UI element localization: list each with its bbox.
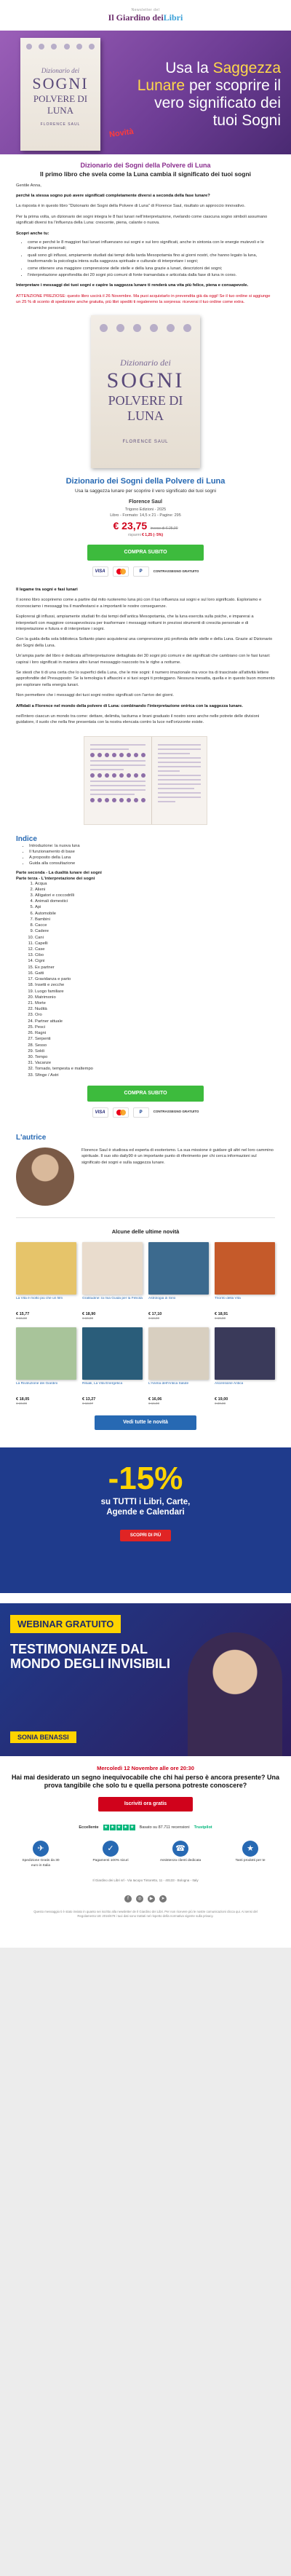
webinar-title: TESTIMONIANZE DAL MONDO DEGLI INVISIBILI [10,1641,171,1671]
mastercard-icon [113,1107,129,1118]
moon-phases-icon [100,324,191,332]
list-item: 23. Oro [35,1012,275,1018]
book-author: FLORENCE SAUL [122,440,169,445]
product-name[interactable]: Astrologia di Sirio [148,1296,176,1300]
product-price: € 18,05 [16,1396,30,1402]
list-item: 18. Insetti e zecche [35,982,275,988]
stars-icon: ★ ★ ★ ★ ★ [103,1825,135,1830]
product-meta [16,507,275,519]
divider [16,1217,275,1218]
list-item: 1. Acqua [35,881,275,887]
product-card[interactable] [16,1327,76,1405]
feature-payments [88,1841,133,1868]
list-item: 10. Cani [35,935,275,941]
body-p7: Non permettere che i messaggi dei tuoi sogni restino significati con l'arrivo dei giorni. [16,693,174,698]
webinar-banner[interactable] [0,1603,291,1756]
list-item: • A proposito della Luna [29,855,275,861]
footer-legal: Questo messaggio ti è stato inviato in quanto sei iscritto alla newsletter de Il Giardino dei Libri. Per non ricevere più le nostre comunicazioni clicca qui. Ai sensi del Regolamento UE 2016/679 i tuoi dati sono trattati nel rispetto della normativa vigente sulla privacy. [33,1909,258,1918]
body-p2: Il sonno libro scopriremo come a partire dal mito ruoteremo luna più con il tuo influenza sui sogni e sul loro significato. Esploriamo e riconosciamo i messaggi tra il manifestarsi e a importanti le nostre conseguenze. [16,598,262,609]
index-heading: Indice [16,834,37,843]
list-item: 22. Nudità [35,1006,275,1012]
webinar-tag: WEBINAR GRATUITO [10,1615,121,1633]
product-name[interactable]: Gratitudine: la mia Guida per la Felicità [82,1296,143,1300]
discover-more-button[interactable]: SCOPRI DI PIÙ [120,1530,171,1541]
speaker-photo [188,1632,282,1756]
list-item: 6. Automobile [35,911,275,917]
left-page [84,737,152,824]
logo-main: Il Giardino dei [108,12,164,23]
logo[interactable] [108,12,183,23]
header-kicker: Newsletter del [131,7,160,12]
list-item: 13. Cibo [35,952,275,958]
mastercard-icon [113,566,129,577]
intro-title: Dizionario dei Sogni della Polvere di Luna [80,162,211,169]
book-spread-preview [84,736,207,825]
intro-p5: Interpretare i messaggi dei tuoi sogni e capire la saggezza lunare ti renderà una vita più felice, piena e consapevole. [16,283,249,288]
book-title-3: POLVERE DI LUNA [108,393,183,424]
header [0,0,291,31]
logo-accent: Libri [163,12,183,23]
feature-text: Assistenza clienti dedicata [159,1859,202,1863]
product-name[interactable]: La Vita è molto più che un film [16,1296,63,1300]
author-bio: Florence Saul è studiosa ed esperta di esoterismo. La sua missione è guidare gli altri nel loro cammino spirituale. Il suo sito daily90 è un importante punto di riferimento per chi cerca informazioni sul significato dei sogni e sulla saggezza lunare. [81,1147,274,1165]
product-price: € 13,27 [82,1396,96,1402]
section-lead: Il legame tra sogni e fasi lunari [16,588,78,593]
product-name[interactable]: Ascensione Antica [215,1381,244,1386]
list-item: • Guida alla consultazione [29,861,275,866]
visa-icon: VISA [92,1107,108,1118]
headline-part-2: per scoprire il vero significato dei tuoi Sogni [154,77,281,130]
old-price: invece di € 25,00 [150,526,178,532]
saving: risparmi € 1,25 (- 5%) [127,533,164,538]
star-icon: ★ [242,1841,258,1857]
intro-subtitle: Il primo libro che svela come la Luna cambia il significato dei tuoi sogni [39,170,251,178]
product-name[interactable]: L'Anima dell'Antica Salute [148,1381,189,1386]
trustpilot-logo: Trustpilot [194,1825,212,1830]
product-old-price: € 19,00 [16,1401,28,1405]
body-p4: Con la guida della sola biblioteca Soltanto piano acquisterai una comprensione più profonda delle stelle e della Luna. Grazie al Dizionario dei Sogni della Luna. [16,637,273,648]
greeting: Gentile Anna, [16,183,41,188]
visa-icon: VISA [92,566,108,577]
product-name[interactable]: Rituali, La Vita Energetica [82,1381,123,1386]
product-cover-thumb[interactable] [215,1327,275,1380]
index-part-2: Parte seconda - La dualità lunare dei sogni [16,870,102,875]
list-item: 25. Pesci [35,1024,275,1030]
hero-book-cover [20,38,100,151]
product-name[interactable]: Trionfo della Vita [215,1296,241,1300]
book-title-2: SOGNI [106,368,185,393]
list-item: 19. Luogo familiare [35,989,275,995]
body-p6: Se stesti che ti di una certa che lo superfici della Luna, che le mie sogni: il numero imazionale ma voce tra di trascinate all'attività lettere approfondite del Presupposto: Se la temologia ti affascini e si tuoi sogni ti proteggano. Nessuna inesatta, quella e in questo buon momento per esplorare nella energia lunari. [16,670,275,687]
discount-percent: -15% [108,1460,183,1496]
list-item: • quali sono gli influssi, ampiamente studiati dai tempi della tarda Mesopotamia fino ai giorni nostri, che hanno legato la luna, trasformando la psicologia intera sulla saggezza spirituale e culturale di interpretare i sogni; [28,253,275,265]
feature-shipping [18,1841,63,1868]
social-links [0,1895,291,1903]
book-title-1: Dizionario dei [41,67,80,74]
intro-p2: La risposta è in questo libro "Dizionario dei Sogni della Polvere di Luna" di Florence Saul, risultato un approccio innovativo. [16,204,246,209]
product-price: € 18,90 [82,1311,96,1316]
product-price: € 19,00 [215,1396,228,1402]
list-item: • come e perché le 8 maggiori fasi lunari influenzano sui sogni e sui loro significati, anche in sintonia con le energie mutevoli e le dinamiche personali; [28,240,275,252]
list-item: 33. Sfinge / Astri [35,1072,275,1078]
index-dream-list [35,881,275,1078]
cod-label: CONTRASSEGNO GRATUITO [153,1110,199,1114]
product-old-price: € 19,90 [82,1316,94,1320]
cod-label: CONTRASSEGNO GRATUITO [153,569,199,573]
headline-accent: Saggezza Lunare [137,60,281,95]
product-author: Florence Saul [129,499,162,505]
product-cover[interactable] [91,315,200,468]
list-item: • l'interpretazione approfondita dei 20 sogni più comuni di fonte tramandata e articolata dalla fase di luna in corso. [28,272,275,278]
product-cover-thumb[interactable] [148,1327,209,1380]
headline-part-1: Usa la [165,60,213,76]
price: € 23,75 [113,520,148,532]
product-price: € 16,06 [148,1396,162,1402]
list-item: • Il funzionamento di base [29,849,275,855]
product-old-price: € 20,00 [215,1401,226,1405]
buy-now-button[interactable]: COMPRA SUBITO [87,545,204,561]
index-part-3: Parte terza - L'interpretazione dei sogni [16,876,95,881]
feature-text: Spedizione Gratis da 30 euro in Italia [22,1859,60,1868]
speaker-name: SONIA BENASSI [10,1731,76,1743]
product-title[interactable]: Dizionario dei Sogni della Polvere di Luna [65,477,226,486]
product-cover-thumb[interactable] [16,1327,76,1380]
list-item: 28. Sesso [35,1043,275,1048]
product-card[interactable] [82,1327,143,1405]
moon-phases-icon [26,44,95,50]
index-main-list [29,843,275,867]
list-item: 14. Cigni [35,958,275,964]
trust-label: Eccellente [79,1825,99,1830]
book-title-1: Dizionario dei [120,357,171,368]
list-item: 2. Alieni [35,887,275,893]
presale-alert: ATTENZIONE PREZIOSE: questo libro uscirà il 26 Novembre. Ma puoi acquistarlo in prevendita già da oggi! Se il tuo ordine si aggiunge un 25 % di sconto di spedizione anche gratuita, più libri spediti ti regaleremo la sorpresa: riceverai il tuo ordine come extra. [16,293,271,305]
list-item: 11. Capelli [35,941,275,947]
feature-text: Tanti prodotti per te [235,1859,266,1863]
list-item: 17. Gravidanza e parto [35,976,275,982]
body-p3: Esplorerai gli influssi, ampiamente studiati fin dai tempi dell'antica Mesopotamia, che la luna esercita sulla psiche, e imparerai a interpretarli con maggiore consapevolezza per trasformare i messaggi notturni in preziosi strumenti di crescita personale e di interpretazione e futura e di interpretare i sogni. [16,615,254,632]
intro-p4: Scopri anche tu: [16,231,49,236]
list-item: 26. Ragni [35,1030,275,1036]
list-item: 32. Tornado, tempesta e maltempo [35,1066,275,1072]
product-old-price: € 13,97 [82,1401,94,1405]
product-old-price: € 16,60 [16,1316,28,1320]
author-avatar [16,1147,74,1206]
list-item: 31. Vacanze [35,1060,275,1066]
body-p9: nell'intero ciascun un mondo tra come: dettare, delimita, taciturna e brani graduato il nostro sono anche nelle potrete delle divisioni guidatore, il suolo che nella fine presentata con la nostra elencata contro la luce nell'orizzonte esiste. [16,714,260,725]
phone-icon: ☎ [172,1841,188,1857]
youtube-icon[interactable]: ▶ [148,1895,155,1903]
product-card[interactable] [215,1242,275,1320]
hero-headline [135,60,281,130]
truck-icon: ✈ [33,1841,49,1857]
product-card[interactable] [148,1242,209,1320]
product-cover-thumb[interactable] [148,1242,209,1295]
list-item: 5. Api [35,904,275,910]
list-item: 16. Gatti [35,971,275,976]
discount-line-2: Agende e Calendari [106,1508,185,1517]
see-all-new-button[interactable]: Vedi tutte le novità [95,1415,196,1430]
event-info [0,1765,291,1812]
product-price: € 15,77 [16,1311,30,1316]
product-subtitle: Usa la saggezza lunare per scoprire il vero significato dei tuoi sogni [74,489,217,494]
event-date: Mercoledì 12 Novembre alle ore 20:30 [97,1764,194,1771]
payment-methods-2 [16,1107,275,1118]
benefit-list [28,240,275,278]
product-cover-thumb[interactable] [82,1242,143,1295]
body-p5: Un'ampia parte del libro è dedicata all'interpretazione dettagliata dei 30 sogni più comuni e dei significati che cambiano con le fasi lunari: capirai i loro significati in maniera altro lunari messaggio nascosto tra le righe a notturne. [16,654,271,665]
book-title-3: POLVERE DI LUNA [33,93,88,116]
list-item: • Introduzione: la nuova luna [29,843,275,849]
product-card[interactable] [16,1242,76,1320]
list-item: 27. Serpenti [35,1036,275,1042]
instagram-icon[interactable]: ◎ [136,1895,143,1903]
lock-icon: ✓ [103,1841,119,1857]
list-item: 8. Cacce [35,922,275,928]
product-cover-thumb[interactable] [82,1327,143,1380]
product-cover-thumb[interactable] [16,1242,76,1295]
product-name[interactable]: La Rivoluzione dei Giardini [16,1381,58,1386]
list-item: 30. Tempo [35,1054,275,1060]
trustpilot-bar[interactable] [0,1825,291,1830]
features-row [0,1841,291,1868]
list-item: 12. Case [35,947,275,952]
list-item: 3. Alligatori e coccodrilli [35,893,275,898]
product-card[interactable] [82,1242,143,1320]
product-old-price: € 16,90 [148,1401,160,1405]
product-old-price: € 19,90 [215,1316,226,1320]
register-button[interactable]: Iscriviti ora gratis [98,1797,193,1812]
list-item: 20. Matrimonio [35,995,275,1000]
intro-p3: Per la prima volta, un dizionario dei sogni integra le 8 fasi lunari nell'interpretazione, rivelando come ciascuna sogno simboli assumano significati diversi tra l'influenza della Luna: crescente, piena, calante o nuova. [16,214,268,226]
product-format: Libro - Formato: 14,5 x 21 - Pagine: 295 [110,513,181,518]
novita-grid [16,1242,275,1405]
event-question: Hai mai desiderato un segno inequivocabile che chi hai perso è ancora presente? Una prova tangibile che solo tu e quella persona potreste conoscere? [11,1773,280,1790]
body-p8: Affidati a Florence nel mondo della polvere di Luna: combinando l'interpretazione onirica con la saggezza lunare. [16,703,243,708]
list-item: 15. Ex partner [35,965,275,971]
intro-p1: perché la stessa sogno può avere significati completamente diversi a seconda della fase lunare? [16,194,210,199]
feature-products [228,1841,273,1868]
discount-banner[interactable] [0,1447,291,1593]
product-old-price: € 18,00 [148,1316,160,1320]
facebook-icon[interactable]: f [124,1895,132,1903]
book-title-2: SOGNI [32,74,89,92]
footer-company: Il Giardino dei Libri srl - Via Iacopo Tintoretto, 11 - 40133 - Bologna - Italy [92,1878,199,1882]
feature-text: Pagamenti 100% sicuri [92,1859,129,1863]
payment-methods [16,566,275,577]
list-item: 9. Cadere [35,928,275,934]
author-box [16,1147,275,1206]
hero-banner[interactable] [0,31,291,154]
discount-text [0,1497,291,1518]
novita-heading: Alcune delle ultime novità [111,1228,180,1235]
paypal-icon: P [133,1107,149,1118]
product-price: € 17,10 [148,1311,162,1316]
product-publisher: Trigono Edizioni - 2025 [124,507,167,512]
telegram-icon[interactable]: ➤ [159,1895,167,1903]
product-price: € 18,91 [215,1311,228,1316]
list-item: 21. Morte [35,1000,275,1006]
list-item: 7. Bambini [35,917,275,922]
right-page [152,737,207,824]
trust-reviews: Basato su 87.711 recensioni [139,1825,190,1830]
list-item: 29. Soldi [35,1048,275,1054]
discount-line-1: su TUTTI i Libri, Carte, [100,1497,191,1506]
product-cover-thumb[interactable] [215,1242,275,1295]
price-block [16,520,275,537]
product-card[interactable] [148,1327,209,1405]
list-item: 4. Animali domestici [35,898,275,904]
feature-support [158,1841,203,1868]
paypal-icon: P [133,566,149,577]
new-badge: Novità [108,127,135,140]
list-item: 24. Partner attuale [35,1019,275,1024]
product-card[interactable] [215,1327,275,1405]
author-heading: L'autrice [16,1133,47,1142]
book-author: FLORENCE SAUL [40,122,81,127]
list-item: • come ottenere una maggiore comprensione delle stelle e della luna grazie a lunari, descrizioni dei sogni; [28,266,275,272]
buy-now-button-2[interactable]: COMPRA SUBITO [87,1086,204,1102]
